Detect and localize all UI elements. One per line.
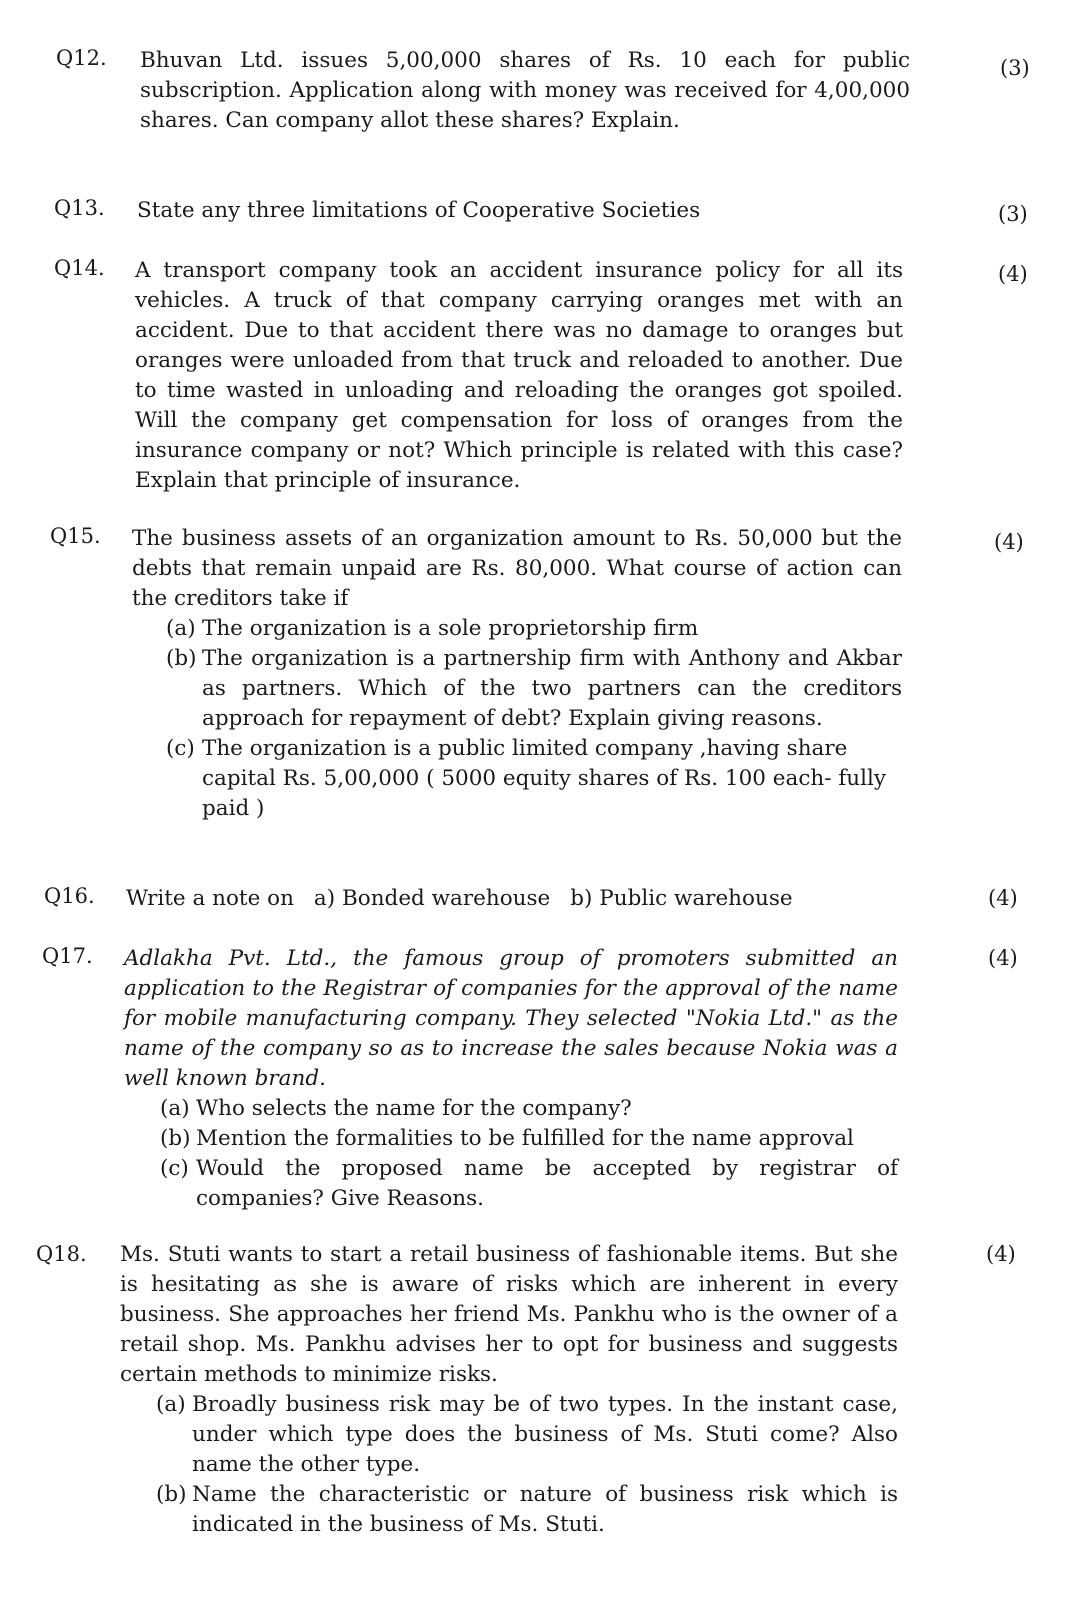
question-text: Ms. Stuti wants to start a retail business of fashionable items. But she is hesitating as she is aware of risks which are inherent in every business. She approaches her friend Ms. Pankhu who is the owner of a retail shop. Ms. Pankhu advises her to opt for business and suggests certain methods to minimize risks. xyxy=(120,1242,898,1387)
sub-question xyxy=(160,1124,898,1154)
question-text: Write a note on xyxy=(126,886,294,911)
question-text-wrapper xyxy=(126,884,906,914)
sub-question-list xyxy=(166,614,902,824)
question-number: Q15. xyxy=(50,524,101,548)
question-text: A transport company took an accident insurance policy for all its vehicles. A truck of that company carrying oranges met with an accident. Due to that accident there was no damage to oranges but oranges were unloaded from that truck and reloaded to another. Due to time wasted in unloading and reloading the oranges got spoiled. Will the company get compensation for loss of oranges from the insurance company or not? Which principle is related with this case? Explain that principle of insurance. xyxy=(135,258,903,493)
sub-question-text: Name the characteristic or nature of business risk which is indicated in the business of Ms. Stuti. xyxy=(192,1482,898,1537)
sub-question xyxy=(166,644,902,734)
question-text-wrapper xyxy=(137,196,907,226)
question-text-wrapper xyxy=(124,944,898,1214)
marks-label: (4) xyxy=(988,886,1018,910)
question-text-wrapper xyxy=(120,1240,898,1540)
marks-label: (4) xyxy=(988,946,1018,970)
sub-question-text: The organization is a sole proprietorship firm xyxy=(202,616,699,641)
marks-label: (4) xyxy=(994,530,1024,554)
sub-question xyxy=(166,734,902,824)
sub-question-label: (c) xyxy=(160,1156,189,1181)
question-text: State any three limitations of Cooperative Societies xyxy=(137,198,701,223)
question-text: Adlakha Pvt. Ltd., the famous group of promoters submitted an application to the Registrar of companies for the approval of the name for mobile manufacturing company. They selected "Nokia Ltd." as the name of the company so as to increase the sales because Nokia was a well known brand. xyxy=(124,946,898,1091)
question-text: Bhuvan Ltd. issues 5,00,000 shares of Rs. 10 each for public subscription. Application along with money was received for 4,00,000 shares. Can company allot these shares? Explain. xyxy=(140,48,910,133)
question-text-wrapper xyxy=(140,46,910,136)
question-text-wrapper xyxy=(135,256,903,496)
sub-question-text: Broadly business risk may be of two types. In the instant case, under which type does the business of Ms. Stuti come? Also name the other type. xyxy=(192,1392,898,1477)
sub-question xyxy=(166,614,902,644)
sub-question-text: The organization is a public limited company ,having share capital Rs. 5,00,000 ( 5000 equity shares of Rs. 100 each- fully paid ) xyxy=(202,736,887,821)
sub-question-list xyxy=(160,1094,898,1214)
sub-question-label: (a) xyxy=(156,1392,186,1417)
sub-question-label: (a) xyxy=(166,616,196,641)
sub-question xyxy=(156,1390,898,1480)
part-a-text: a) Bonded warehouse xyxy=(313,886,551,911)
sub-question-label: (a) xyxy=(160,1096,190,1121)
sub-question-text: Mention the formalities to be fulfilled for the name approval xyxy=(196,1126,854,1151)
part-b-text: b) Public warehouse xyxy=(570,886,793,911)
sub-question xyxy=(160,1154,898,1214)
marks-label: (3) xyxy=(1000,56,1030,80)
sub-question-text: Would the proposed name be accepted by registrar of companies? Give Reasons. xyxy=(196,1156,898,1211)
question-number: Q12. xyxy=(56,46,107,70)
sub-question-text: Who selects the name for the company? xyxy=(196,1096,632,1121)
question-number: Q14. xyxy=(54,256,105,280)
sub-question-list xyxy=(156,1390,898,1540)
sub-question xyxy=(160,1094,898,1124)
marks-label: (4) xyxy=(998,262,1028,286)
question-text-wrapper xyxy=(132,524,902,824)
sub-question xyxy=(156,1480,898,1540)
question-number: Q13. xyxy=(54,196,105,220)
marks-label: (4) xyxy=(986,1242,1016,1266)
question-number: Q18. xyxy=(36,1242,87,1266)
sub-question-label: (b) xyxy=(156,1482,187,1507)
question-text: The business assets of an organization amount to Rs. 50,000 but the debts that remain unpaid are Rs. 80,000. What course of action can the creditors take if xyxy=(132,526,902,611)
sub-question-label: (b) xyxy=(160,1126,191,1151)
marks-label: (3) xyxy=(998,202,1028,226)
sub-question-label: (b) xyxy=(166,646,197,671)
sub-question-label: (c) xyxy=(166,736,195,761)
question-number: Q16. xyxy=(44,884,95,908)
sub-question-text: The organization is a partnership firm with Anthony and Akbar as partners. Which of the two partners can the creditors approach for repayment of debt? Explain giving reasons. xyxy=(202,646,902,731)
question-number: Q17. xyxy=(42,944,93,968)
